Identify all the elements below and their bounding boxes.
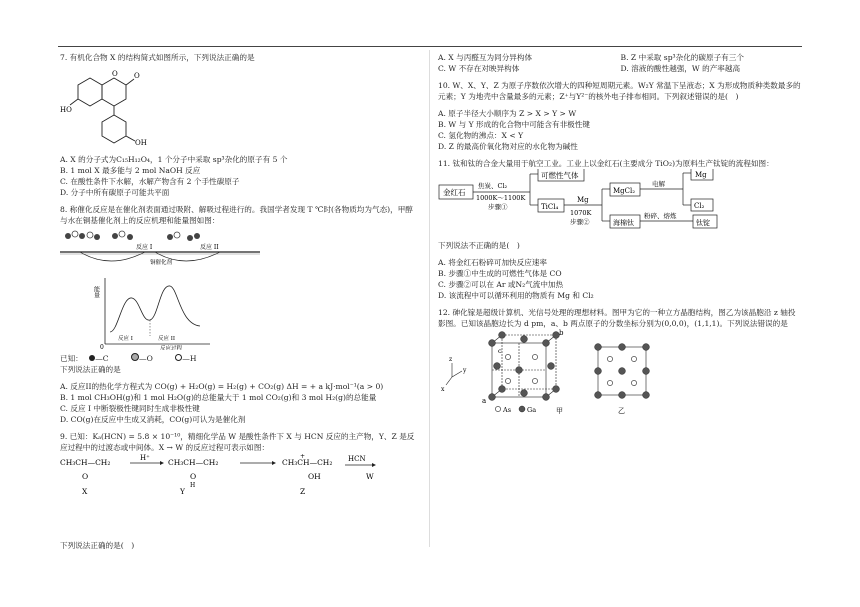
q11-stem: 11. 钛和钛的合金大量用于航空工业。工业上以金红石(主要成分 TiO₂)为原料生产钛锭的流程如图： <box>438 159 774 168</box>
header-rule <box>58 46 802 47</box>
q7-option-c: C. 在酸性条件下水解，水解产物含有 2 个手性碳原子 <box>60 177 240 186</box>
q11-option-b: B. 步骤①中生成的可燃性气体是 CO <box>438 269 562 278</box>
legend-prefix: 已知： <box>60 354 83 363</box>
q11-flow-figure <box>438 169 738 237</box>
carbonyl-o-label: O <box>134 72 140 80</box>
q10-option-d: D. Z 的最高价氧化物对应的水化物为碱性 <box>438 142 578 151</box>
reaction-progress-label: 反应过程 <box>160 346 183 350</box>
coke-cl2-label: 焦炭、Cl₂ <box>478 182 508 190</box>
q7-structure-figure <box>60 63 180 151</box>
energy-label: 能量 <box>92 286 100 298</box>
energy-curve <box>110 286 200 332</box>
q9-options-row-2 <box>438 63 803 74</box>
oh-label: OH <box>135 139 147 147</box>
q7-option-b: B. 1 mol X 最多能与 2 mol NaOH 反应 <box>60 166 201 175</box>
ga-legend: Ga <box>527 406 537 414</box>
x-axis-label: x <box>441 386 445 393</box>
q9-scheme-figure <box>60 453 380 499</box>
x-label: X <box>82 487 88 496</box>
legend-c: —C <box>95 354 109 363</box>
q12-stem: 12. 砷化镓是超级计算机、光信号处理的理想材料。图甲为它的一种立方晶胞结构，图乙为该晶胞沿 z 轴投影图。已知该晶胞边长为 d pm，a、b 两点原子的分数坐标分别为(0,0,0)，(1,1,1)。下列说法错误的是 <box>438 308 796 328</box>
q8-option-b: B. 1 mol CH₃OH(g)和 1 mol H₂O(g)的总能量大于 1 mol CO₂(g)和 3 mol H₂(g)的总能量 <box>60 393 377 402</box>
ti-ingot-box: 钛锭 <box>696 219 710 227</box>
z-plus: + <box>300 453 306 460</box>
z-label: Z <box>300 487 306 496</box>
electrolysis-label: 电解 <box>652 180 665 188</box>
z-oh: OH <box>308 472 321 481</box>
q9-option-b: B. Z 中采取 sp³杂化的碳原子有三个 <box>620 53 744 62</box>
ticl4-box: TiCl₄ <box>541 203 559 211</box>
left-column <box>60 52 420 502</box>
mg-reagent-label: Mg <box>577 196 589 204</box>
curve-reaction-i-label: 反应 I <box>118 336 133 342</box>
q8-mechanism-figure <box>60 226 260 350</box>
z-formula: CH₃CH—CH₂ <box>282 458 333 467</box>
figure-jia-label: 甲 <box>556 407 563 415</box>
q8-option-c: C. 反应 I 中断裂极性键同时生成非极性键 <box>60 404 200 413</box>
sponge-ti-box: 海棉钛 <box>613 219 634 227</box>
right-column <box>438 52 803 418</box>
ring-o-label: O <box>112 70 118 78</box>
step2-label: 步骤② <box>570 218 590 226</box>
q10-option-b: B. W 与 Y 形成的化合物中可能含有非极性键 <box>438 120 590 129</box>
q9-options-row-1 <box>438 52 803 63</box>
q9-prompt: 下列说法正确的是( ) <box>60 541 135 550</box>
q7-stem: 7. 有机化合物 X 的结构简式如图所示，下列说法正确的是 <box>60 53 255 62</box>
point-c-label: c <box>498 347 502 355</box>
y-formula: CH₃CH—CH₂ <box>168 458 219 467</box>
q7-option-a: A. X 的分子式为C₁₅H₁₂O₄，1 个分子中采取 sp³杂化的原子有 5 个 <box>60 155 288 164</box>
q10-stem: 10. W、X、Y、Z 为原子序数依次增大的四种短周期元素。W₂Y 常温下呈液态；X 为形成物质种类数最多的元素；Y 为地壳中含量最多的元素；Z⁺与Y²⁻的核外电子排布相同。下列叙述错误的是( ) <box>438 81 801 101</box>
temperature-range-label: 1000K～1100K <box>476 194 526 202</box>
q8-prompt: 下列说法正确的是 <box>60 365 121 374</box>
q8-stem: 8. 称催化反应是在催化剂表面通过吸附、解吸过程进行的。我国学者发现 T ℃时(各物质均为气态)，甲醇与水在铜基催化剂上的反应机理和能量图如图： <box>60 205 413 225</box>
mg-product-box: Mg <box>695 171 707 179</box>
combustible-gas-box: 可燃性气体 <box>541 171 579 180</box>
as-atom-icon <box>495 406 500 411</box>
q9-option-c: C. W 不存在对映异构体 <box>438 64 520 73</box>
q11-option-a: A. 将金红石粉碎可加快反应速率 <box>438 258 548 267</box>
q9-stem: 9. 已知：Kₐ(HCN) = 5.8 × 10⁻¹⁰，精细化学品 W 是酸性条件下 X 与 HCN 反应的主产物，Y、Z 是反应过程中的过渡态或中间体。X → W 的反应过程可表示如图： <box>60 432 415 452</box>
point-b-label: b <box>559 329 564 337</box>
figure-yi-label: 乙 <box>618 407 625 415</box>
crush-smelt-label: 粉碎、熔炼 <box>644 212 677 220</box>
reaction-i-label: 反应 I <box>136 244 153 251</box>
q10-option-c: C. 氢化物的沸点：X < Y <box>438 131 524 140</box>
cl2-product-box: Cl₂ <box>694 202 705 210</box>
q9-option-d: D. 溶液的酸性越强，W 的产率越高 <box>620 64 741 73</box>
y-label: Y <box>180 487 185 496</box>
w-label: W <box>366 472 374 481</box>
origin-label: 0 <box>100 344 104 350</box>
legend-o: —O <box>139 354 153 363</box>
q11-option-d: D. 该流程中可以循环利用的物质有 Mg 和 Cl₂ <box>438 291 594 300</box>
ho-label: HO <box>60 106 72 114</box>
column-divider <box>429 50 430 547</box>
curve-reaction-ii-label: 反应 II <box>158 336 176 342</box>
ga-atom-icon <box>519 406 525 412</box>
point-a-label: a <box>482 397 487 405</box>
q8-option-d: D. CO(g)在反应中生成又消耗，CO(g)可认为是催化剂 <box>60 415 246 424</box>
y-o: O <box>190 472 197 481</box>
step1-label: 步骤① <box>488 203 508 211</box>
y-h: H <box>190 482 196 489</box>
y-axis-label: y <box>463 367 467 374</box>
x-formula: CH₃CH—CH₂ <box>60 458 111 467</box>
h-plus-label: H⁺ <box>140 454 150 462</box>
q7-option-d: D. 分子中所有碳原子可能共平面 <box>60 188 170 197</box>
legend-h: —H <box>182 354 197 363</box>
temp-1070k-label: 1070K <box>570 209 592 217</box>
q12-crystal-figure <box>438 329 678 415</box>
benzene-ring-b <box>102 115 126 143</box>
benzene-ring-a <box>78 78 102 106</box>
rutile-box: 金红石 <box>443 188 466 197</box>
x-o: O <box>82 472 89 481</box>
hcn-label: HCN <box>348 455 366 463</box>
q8-legend <box>60 353 420 364</box>
oxygen-atom-icon <box>131 353 139 361</box>
q9-option-a: A. X 与丙醛互为同分异构体 <box>438 53 533 62</box>
catalyst-label: 铜催化剂 <box>150 260 173 266</box>
z-axis-label: z <box>449 356 453 363</box>
q11-prompt: 下列说法不正确的是( ) <box>438 241 520 250</box>
lactone-ring <box>102 78 126 106</box>
q10-option-a: A. 原子半径大小顺序为 Z > X > Y > W <box>438 109 577 118</box>
q8-option-a: A. 反应II的热化学方程式为 CO(g) + H₂O(g) = H₂(g) + CO₂(g) ΔH = + a kJ·mol⁻¹(a > 0) <box>60 382 384 391</box>
mgcl2-box: MgCl₂ <box>613 187 636 195</box>
q11-option-c: C. 步骤②可以在 Ar 或N₂气流中加热 <box>438 280 564 289</box>
as-legend: As <box>503 406 512 414</box>
reaction-ii-label: 反应 II <box>200 244 219 251</box>
